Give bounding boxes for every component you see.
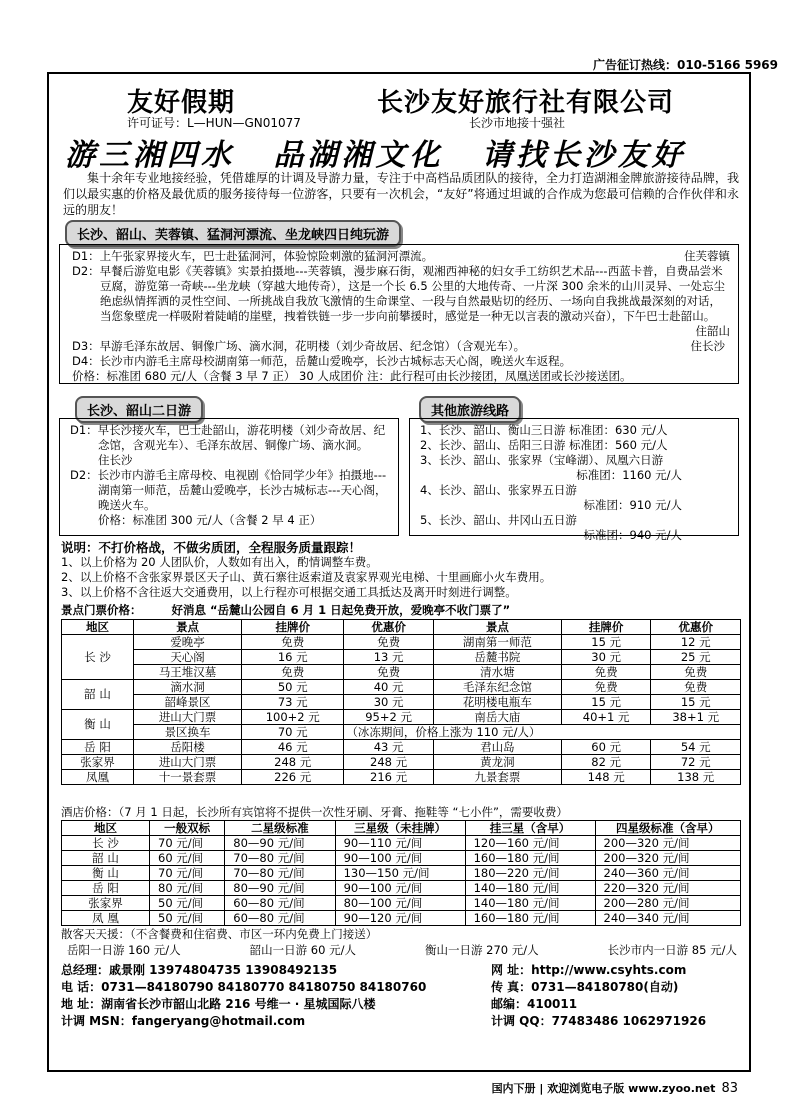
hotel-cell: 50 元/间 [150, 911, 225, 926]
general-manager: 总经理：戚景刚 13974804735 13908492135 [61, 963, 338, 977]
ticket-row [62, 695, 741, 710]
hotel-cell: 180—220 元/间 [465, 866, 595, 881]
ticket-cell: 免费 [242, 665, 344, 680]
page-footer [492, 1080, 738, 1096]
ticket-cell: 岳阳楼 [134, 740, 242, 755]
ticket-cell: 爱晚亭 [134, 635, 242, 650]
hotel-header: 挂三星（含早） [465, 821, 595, 836]
hotel-cell: 200—320 元/间 [595, 836, 740, 851]
hotel-cell: 80 元/间 [150, 881, 225, 896]
hotel-cell: 70 元/间 [150, 866, 225, 881]
advert-frame [47, 72, 751, 1072]
ticket-cell: 72 元 [651, 755, 741, 770]
ticket-cell: 清水塘 [433, 665, 561, 680]
ticket-header: 优惠价 [344, 620, 434, 635]
ticket-region: 韶 山 [62, 680, 134, 710]
ticket-cell: 248 元 [344, 755, 434, 770]
ticket-header: 景点 [134, 620, 242, 635]
ticket-cell: 248 元 [242, 755, 344, 770]
hotel-header: 三星级（未挂牌） [335, 821, 465, 836]
ticket-cell: 免费 [651, 665, 741, 680]
hotel-region: 长 沙 [62, 836, 150, 851]
hotel-cell: 80—90 元/间 [225, 836, 335, 851]
hotel-header: 二星级标准 [225, 821, 335, 836]
tour2-day1: D1：早长沙接火车，巴士赴韶山，游花明楼（刘少奇故居、纪念馆，含观光车）、毛泽东故居、铜像广场、滴水洞。 [70, 423, 386, 452]
tour2-title: 长沙、韶山二日游 [75, 396, 203, 423]
hotel-cell: 60—80 元/间 [225, 911, 335, 926]
hotel-cell: 70—80 元/间 [225, 851, 335, 866]
ticket-row [62, 770, 741, 785]
postcode: 邮编：410011 [491, 997, 578, 1011]
note-1: 1、以上价格为 20 人团队价，人数如有出入，酌情调整车费。 [61, 555, 378, 569]
ticket-cell: 马王堆汉墓 [134, 665, 242, 680]
ticket-row [62, 680, 741, 695]
ticket-cell: 148 元 [561, 770, 651, 785]
ticket-cell: 湖南第一师范 [433, 635, 561, 650]
ticket-region: 长 沙 [62, 635, 134, 680]
brand-name: 友好假期 [127, 88, 236, 118]
hotel-cell: 140—180 元/间 [465, 896, 595, 911]
ticket-cell: 25 元 [651, 650, 741, 665]
ticket-region: 凤凰 [62, 770, 134, 785]
hotel-cell: 220—320 元/间 [595, 881, 740, 896]
hotel-cell: 90—100 元/间 [335, 881, 465, 896]
ticket-cell: 16 元 [242, 650, 344, 665]
ticket-cell: 免费 [651, 680, 741, 695]
hotel-cell: 90—100 元/间 [335, 851, 465, 866]
hotel-region: 岳 阳 [62, 881, 150, 896]
route-1: 1、长沙、韶山、衡山三日游 标准团：630 元/人 [420, 423, 668, 437]
ticket-row [62, 725, 741, 740]
ticket-region: 衡 山 [62, 710, 134, 740]
scattered-tour: 长沙市内一日游 85 元/人 [607, 943, 737, 957]
ticket-region: 张家界 [62, 755, 134, 770]
scattered-tour: 岳阳一日游 160 元/人 [67, 943, 181, 957]
contact-right [491, 962, 706, 1030]
ticket-cell: 十一景套票 [134, 770, 242, 785]
hotel-row [62, 851, 741, 866]
ticket-row [62, 650, 741, 665]
hotel-cell: 60 元/间 [150, 851, 225, 866]
ticket-region: 岳 阳 [62, 740, 134, 755]
ticket-cell: 70 元 [242, 725, 344, 740]
ticket-cell: 南岳大庙 [433, 710, 561, 725]
ticket-cell: 40 元 [344, 680, 434, 695]
ticket-row [62, 740, 741, 755]
hotel-region: 衡 山 [62, 866, 150, 881]
ticket-cell: 免费 [561, 680, 651, 695]
tour4-day4: D4：长沙市内游毛主席母校湖南第一师范，岳麓山爱晚亭，长沙古城标志天心阁，晚送火车返程。 [72, 354, 572, 368]
fax-number: 传 真：0731—84180780(自动) [491, 980, 679, 994]
ticket-header: 挂牌价 [242, 620, 344, 635]
ad-hotline: 广告征订热线：010-5166 5969 [592, 58, 778, 72]
contact-left [61, 962, 426, 1030]
hotel-region: 凤 凰 [62, 911, 150, 926]
ticket-header: 景点 [433, 620, 561, 635]
ticket-cell: 82 元 [561, 755, 651, 770]
ticket-cell: 进山大门票 [134, 710, 242, 725]
route-3: 3、长沙、韶山、张家界（宝峰湖）、凤凰六日游 [420, 453, 664, 467]
ticket-cell: 50 元 [242, 680, 344, 695]
scattered-tours [67, 942, 737, 958]
company-name: 长沙友好旅行社有限公司 [377, 88, 675, 118]
website-link[interactable]: 网 址：http://www.csyhts.com [491, 963, 687, 977]
company-intro: 集十余年专业地接经验，凭借雄厚的计调及导游力量，专注于中高档品质团队的接待，全力打造湖湘金牌旅游接待品牌，我们以最实惠的价格及最优质的服务接待每一位游客，只要有一次机会，“友好”将通过坦诚的合作成为您最可信赖的合作伙伴和永远的朋友！ [63, 171, 739, 217]
ticket-note: （冰冻期间，价格上涨为 110 元/人） [344, 725, 741, 740]
route-2: 2、长沙、韶山、岳阳三日游 标准团：560 元/人 [420, 438, 668, 452]
ticket-cell: 100+2 元 [242, 710, 344, 725]
hotel-region: 韶 山 [62, 851, 150, 866]
hotel-cell: 120—160 元/间 [465, 836, 595, 851]
route-5-price: 标准团：940 元/人 [583, 528, 682, 542]
ticket-price-table [61, 619, 741, 785]
ticket-row [62, 755, 741, 770]
ticket-cell: 12 元 [651, 635, 741, 650]
ticket-section-label: 景点门票价格： 好消息 “岳麓山公园自 6 月 1 日起免费开放，爱晚亭不收门票了” [61, 603, 511, 617]
ticket-cell: 226 元 [242, 770, 344, 785]
hotel-cell: 140—180 元/间 [465, 881, 595, 896]
hotel-header-row [62, 821, 741, 836]
hotel-cell: 90—120 元/间 [335, 911, 465, 926]
hotel-cell: 50 元/间 [150, 896, 225, 911]
scattered-tour: 衡山一日游 270 元/人 [425, 943, 539, 957]
hotel-cell: 60—80 元/间 [225, 896, 335, 911]
ticket-header-row [62, 620, 741, 635]
ticket-header: 挂牌价 [561, 620, 651, 635]
hotel-cell: 200—320 元/间 [595, 851, 740, 866]
hotel-cell: 240—360 元/间 [595, 866, 740, 881]
ticket-cell: 216 元 [344, 770, 434, 785]
ticket-cell: 韶峰景区 [134, 695, 242, 710]
ticket-cell: 54 元 [651, 740, 741, 755]
tour4-day2-stay: 住韶山 [695, 324, 730, 338]
ticket-cell: 君山岛 [433, 740, 561, 755]
ticket-cell: 进山大门票 [134, 755, 242, 770]
ticket-cell: 15 元 [561, 635, 651, 650]
ticket-cell: 43 元 [344, 740, 434, 755]
note-3: 3、以上价格不含往返大交通费用，以上行程亦可根据交通工具抵达及离开时刻进行调整。 [61, 585, 517, 599]
hotel-header: 四星级标准（含早） [595, 821, 740, 836]
tour4-day3: D3：早游毛泽东故居、铜像广场、滴水洞，花明楼（刘少奇故居、纪念馆）（含观光车）。 住长沙 [72, 339, 730, 354]
ticket-cell: 滴水洞 [134, 680, 242, 695]
tour4-day2: D2：早餐后游览电影《芙蓉镇》实景拍摄地---芙蓉镇，漫步麻石街，观湘西神秘的妇女手工纺织艺术品---西蓝卡普，自费品尝米豆腐，游览第一奇峡---坐龙峡（穿越大地传奇），这是一个长 6.5 公里的大地传奇、一片深 300 余米的山川灵异、一处忘尘绝虑纵情挥洒的灵性空间、一所挑战自我放飞激情的生命课堂、一段与自然最贴切的经历、一场向自我挑战最深刻的对话，当您象壁虎一样吸附着陡峭的崖壁，拽着铁链一步一步向前攀援时，感觉是一种无以言表的激动兴奋），下午巴士赴韶山。 [72, 264, 726, 323]
ticket-cell: 38+1 元 [651, 710, 741, 725]
hotel-row [62, 866, 741, 881]
scattered-tour: 韶山一日游 60 元/人 [249, 943, 356, 957]
hotel-row [62, 911, 741, 926]
tour4-day1: D1：上午张家界接火车，巴士赴猛洞河，体验惊险刺激的猛洞河漂流。 住芙蓉镇 [72, 249, 730, 263]
other-routes-title: 其他旅游线路 [419, 396, 521, 423]
hotel-cell: 160—180 元/间 [465, 851, 595, 866]
ticket-cell: 免费 [242, 635, 344, 650]
ticket-cell: 138 元 [651, 770, 741, 785]
ticket-cell: 13 元 [344, 650, 434, 665]
phone-numbers: 电 话：0731—84180790 84180770 84180750 84180760 [61, 980, 427, 994]
tour2-price: 价格：标准团 300 元/人（含餐 2 早 4 正） [98, 513, 322, 527]
ticket-row [62, 635, 741, 650]
hotel-price-table [61, 820, 741, 926]
hotel-cell: 70—80 元/间 [225, 866, 335, 881]
hotel-cell: 130—150 元/间 [335, 866, 465, 881]
hotel-cell: 200—280 元/间 [595, 896, 740, 911]
msn-contact[interactable]: 计调 MSN：fangeryang@hotmail.com [61, 1014, 306, 1028]
tour4-price: 价格：标准团 680 元/人（含餐 3 早 7 正） 30 人成团价 注：此行程可由长沙接团，凤凰送团或长沙接送团。 [72, 369, 632, 383]
notes [61, 540, 551, 600]
hotel-row [62, 881, 741, 896]
ticket-cell: 天心阁 [134, 650, 242, 665]
ticket-cell: 15 元 [561, 695, 651, 710]
other-routes [409, 418, 739, 542]
route-4: 4、长沙、韶山、张家界五日游 [420, 483, 577, 497]
ticket-cell: 60 元 [561, 740, 651, 755]
ticket-cell: 花明楼电瓶车 [433, 695, 561, 710]
notes-heading: 说明：不打价格战，不做劣质团，全程服务质量跟踪！ [61, 540, 362, 555]
qq-contact: 计调 QQ：77483486 1062971926 [491, 1014, 707, 1028]
ticket-news: 好消息 “岳麓山公园自 6 月 1 日起免费开放，爱晚亭不收门票了” [171, 603, 511, 617]
ticket-row [62, 710, 741, 725]
company-rank: 长沙市地接十强社 [469, 116, 566, 130]
note-2: 2、以上价格不含张家界景区天子山、黄石寨往返索道及袁家界观光电梯、十里画廊小火车费用。 [61, 570, 552, 584]
hotel-cell: 90—110 元/间 [335, 836, 465, 851]
tour4-day1-stay: 住芙蓉镇 [684, 249, 730, 263]
hotel-header: 地区 [62, 821, 150, 836]
page-number: 83 [721, 1081, 738, 1096]
ticket-cell: 30 元 [561, 650, 651, 665]
ticket-cell: 九景套票 [433, 770, 561, 785]
ticket-cell: 40+1 元 [561, 710, 651, 725]
license-number: 许可证号：L—HUN—GN01077 [127, 116, 301, 130]
ticket-cell: 黄龙洞 [433, 755, 561, 770]
hotel-section-label: 酒店价格：（7 月 1 日起，长沙所有宾馆将不提供一次性牙刷、牙膏、拖鞋等 “七小件”，需要收费） [61, 805, 568, 819]
slogan: 游三湘四水 品湖湘文化 请找长沙友好 [65, 138, 686, 173]
tour2-day2: D2：长沙市内游毛主席母校、电视剧《恰同学少年》拍摄地---湖南第一师范，岳麓山爱晚亭，长沙古城标志---天心阁，晚送火车。 [70, 468, 387, 512]
tour4-title: 长沙、韶山、芙蓉镇、猛洞河漂流、坐龙峡四日纯玩游 [65, 220, 401, 247]
route-4-price: 标准团：910 元/人 [583, 498, 682, 512]
scattered-label: 散客天天援：（不含餐费和住宿费、市区一环内免费上门接送） [61, 927, 378, 941]
ticket-cell: 景区换车 [134, 725, 242, 740]
ticket-header: 地区 [62, 620, 134, 635]
ticket-cell: 15 元 [651, 695, 741, 710]
hotel-header: 一般双标 [150, 821, 225, 836]
ticket-cell: 毛泽东纪念馆 [433, 680, 561, 695]
address: 地 址：湖南省长沙市韶山北路 216 号维一 · 星城国际八楼 [61, 997, 376, 1011]
ticket-cell: 岳麓书院 [433, 650, 561, 665]
ticket-cell: 73 元 [242, 695, 344, 710]
footer-text[interactable]: 国内下册 | 欢迎浏览电子版 www.zyoo.net [491, 1082, 716, 1095]
tour4-itinerary [59, 244, 739, 384]
route-3-price: 标准团：1160 元/人 [576, 468, 682, 482]
tour4-day3-stay: 住长沙 [690, 339, 725, 353]
hotel-cell: 240—340 元/间 [595, 911, 740, 926]
ticket-row [62, 665, 741, 680]
hotel-cell: 80—100 元/间 [335, 896, 465, 911]
hotel-cell: 70 元/间 [150, 836, 225, 851]
ticket-cell: 46 元 [242, 740, 344, 755]
ticket-header: 优惠价 [651, 620, 741, 635]
route-5: 5、长沙、韶山、井冈山五日游 [420, 513, 577, 527]
tour2-day1-stay: 住长沙 [98, 453, 133, 467]
ticket-cell: 30 元 [344, 695, 434, 710]
hotel-row [62, 896, 741, 911]
ticket-cell: 免费 [344, 635, 434, 650]
ticket-cell: 95+2 元 [344, 710, 434, 725]
hotel-cell: 80—90 元/间 [225, 881, 335, 896]
ticket-cell: 免费 [561, 665, 651, 680]
tour2-itinerary [59, 418, 399, 536]
hotel-cell: 160—180 元/间 [465, 911, 595, 926]
hotel-row [62, 836, 741, 851]
hotel-region: 张家界 [62, 896, 150, 911]
ticket-cell: 免费 [344, 665, 434, 680]
